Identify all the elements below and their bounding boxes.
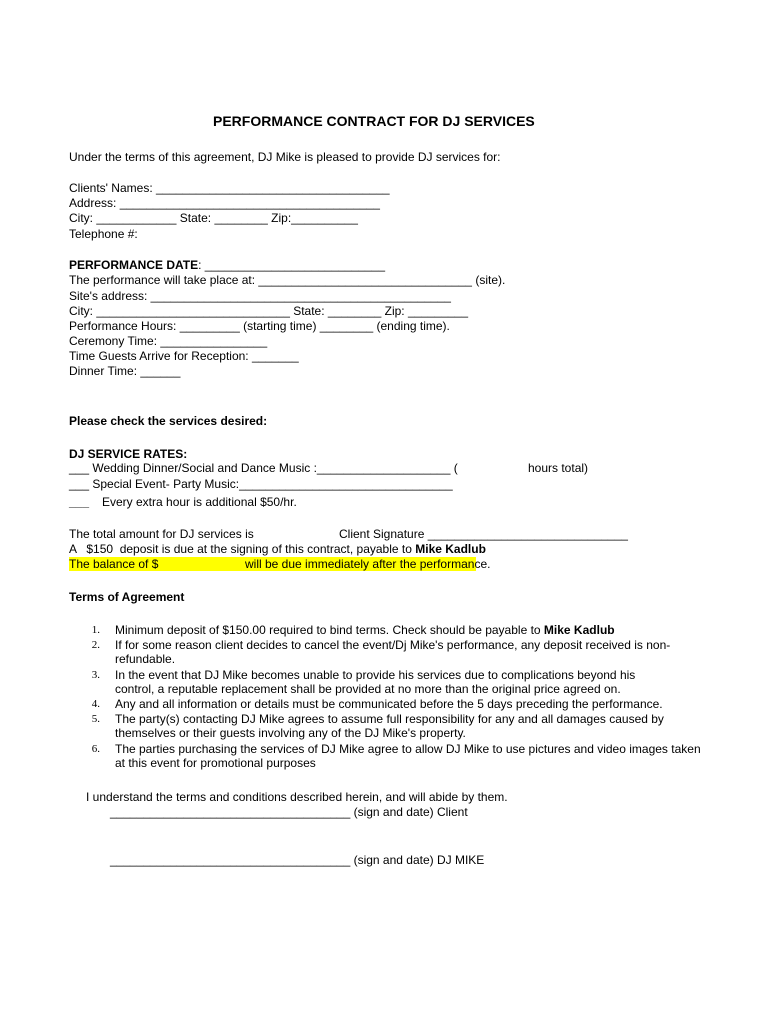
performance-site-field: The performance will take place at: ________________________________ (site).	[69, 273, 506, 287]
term-number: 1.	[91, 624, 100, 636]
acknowledgement-statement: I understand the terms and conditions described herein, and will abide by them.	[86, 790, 508, 804]
deposit-text: A $150 deposit is due at the signing of this contract, payable to	[69, 542, 416, 556]
page-title: PERFORMANCE CONTRACT FOR DJ SERVICES	[213, 113, 535, 129]
term-item: In the event that DJ Mike becomes unable to provide his services due to complications beyond his control, a reputable replacement shall be provided at no more than the original price agreed on.	[115, 668, 636, 696]
dj-sign-line: ____________________________________ (sign and date) DJ MIKE	[110, 853, 485, 867]
term-item: If for some reason client decides to cancel the event/Dj Mike's performance, any deposit received is non-refundable.	[115, 638, 671, 666]
services-check-heading: Please check the services desired:	[69, 414, 268, 428]
term-text: Minimum deposit of $150.00 required to bind terms. Check should be payable to	[115, 623, 544, 637]
extra-hour-rate: Every extra hour is additional $50/hr.	[102, 495, 297, 509]
term-number: 6.	[91, 743, 100, 755]
client-names-field: Clients' Names: ___________________________________	[69, 181, 390, 195]
service-rates-heading: DJ SERVICE RATES:	[69, 447, 188, 461]
terms-heading: Terms of Agreement	[69, 590, 185, 604]
term-item: The parties purchasing the services of DJ Mike agree to allow DJ Mike to use pictures and video images taken at this event for promotional purposes	[115, 742, 701, 770]
deposit-line	[69, 542, 486, 556]
client-telephone-field: Telephone #:	[69, 227, 138, 241]
term-number: 3.	[91, 669, 100, 681]
performance-date-blank: : ___________________________	[198, 258, 385, 272]
performance-date-label: PERFORMANCE DATE	[69, 258, 199, 272]
site-city-state-zip-field: City: _____________________________ State: ________ Zip: _________	[69, 304, 469, 318]
term-payee: Mike Kadlub	[543, 623, 615, 637]
site-address-field: Site's address: _____________________________________________	[69, 289, 451, 303]
term-number: 2.	[91, 639, 100, 651]
wedding-service-option: ___ Wedding Dinner/Social and Dance Music :____________________ (	[69, 461, 458, 475]
term-item: Any and all information or details must be communicated before the 5 days preceding the performance.	[115, 697, 663, 711]
dinner-time-field: Dinner Time: ______	[69, 364, 181, 378]
deposit-payee: Mike Kadlub	[415, 542, 486, 556]
client-address-field: Address: _______________________________________	[69, 196, 380, 210]
term-item: The party(s) contacting DJ Mike agrees to assume full responsibility for any and all damages caused by themselves or their guests involving any of the DJ Mike's property.	[115, 712, 664, 740]
client-city-state-zip-field: City: ____________ State: ________ Zip:__________	[69, 211, 358, 225]
performance-hours-field: Performance Hours: _________ (starting time) ________ (ending time).	[69, 319, 450, 333]
client-signature-field: Client Signature ______________________________	[339, 527, 628, 541]
performance-date-field	[69, 258, 385, 272]
balance-due-text: will be due immediately after the performance.	[245, 557, 491, 571]
guests-arrive-time-field: Time Guests Arrive for Reception: _______	[69, 349, 299, 363]
special-event-option: ___ Special Event- Party Music:________________________________	[69, 477, 453, 491]
ceremony-time-field: Ceremony Time: ________________	[69, 334, 268, 348]
wedding-hours-total: hours total)	[528, 461, 589, 475]
client-sign-line: ____________________________________ (sign and date) Client	[110, 805, 468, 819]
total-amount-label: The total amount for DJ services is	[69, 527, 254, 541]
term-item	[115, 623, 705, 637]
term-number: 4.	[91, 698, 100, 710]
balance-label: The balance of $	[69, 557, 159, 571]
intro-text: Under the terms of this agreement, DJ Mike is pleased to provide DJ services for:	[69, 150, 501, 164]
term-number: 5.	[91, 713, 100, 725]
extra-hour-blank: ___	[69, 495, 90, 509]
